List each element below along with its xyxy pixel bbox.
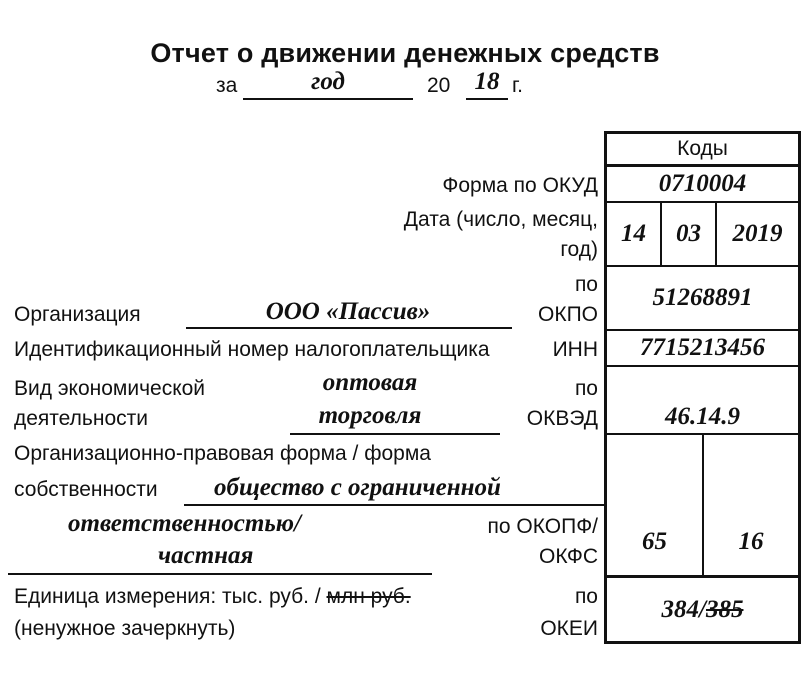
date-day: 14 [621,220,646,247]
okpo-label-line1: по [574,273,598,296]
okei-value [607,578,798,641]
activity-label-line2: деятельности [14,407,148,430]
page-title: Отчет о движении денежных средств [150,38,660,68]
okved-label-line2: ОКВЭД [526,407,598,430]
okpo-label-line2: ОКПО [538,303,598,326]
period-prefix: за [216,74,238,97]
year-suffix: г. [512,74,523,97]
year-prefix: 20 [427,74,451,97]
unit-label-struck: млн руб. [326,585,411,608]
activity-underline [290,433,500,435]
date-label-line2: год) [560,238,598,261]
legal-form-underline-2 [8,573,432,575]
okei-label-line1: по [574,585,598,608]
okopf-value: 65 [642,528,667,555]
legal-form-value-line2: ответственностью/ [68,510,301,537]
inn-full-label: Идентификационный номер налогоплательщика [14,338,490,361]
legal-form-underline-1 [184,504,604,506]
legal-form-value-line1: общество с ограниченной [214,474,501,501]
org-underline [186,327,512,329]
okved-value: 46.14.9 [665,403,740,430]
okpo-value: 51268891 [652,284,753,311]
date-month: 03 [676,220,701,247]
org-value: ООО «Пассив» [265,298,431,325]
activity-value-line1: оптовая [322,369,418,396]
okfs-value: 16 [738,528,764,555]
period-value: год [311,68,345,95]
okei-value-struck: 385 [705,595,744,623]
date-label-line1: Дата (число, месяц, [403,208,598,231]
org-label: Организация [14,303,141,326]
period-underline [243,98,413,100]
activity-value-line2: торговля [318,402,422,429]
codes-header: Коды [677,137,728,160]
legal-form-label-line1: Организационно-правовая форма / форма [14,442,431,465]
inn-label: ИНН [552,338,598,361]
okud-label: Форма по ОКУД [442,174,598,197]
unit-label [14,585,411,609]
unit-note: (ненужное зачеркнуть) [14,617,236,640]
unit-label-prefix: Единица измерения: тыс. руб. / [14,585,327,608]
okved-label-line1: по [574,377,598,400]
okei-value-kept: 384/ [661,595,706,623]
inn-value: 7715213456 [640,334,765,361]
okud-value: 0710004 [658,170,747,197]
year-value: 18 [474,68,500,95]
activity-label-line1: Вид экономической [14,377,206,400]
year-underline [466,98,508,100]
legal-form-value-line3: частная [158,542,254,569]
okopf-label-line1: по ОКОПФ/ [487,515,598,538]
legal-form-label-line2: собственности [14,478,158,501]
okei-label-line2: ОКЕИ [540,617,598,640]
date-year: 2019 [732,220,783,247]
okopf-label-line2: ОКФС [539,545,598,568]
